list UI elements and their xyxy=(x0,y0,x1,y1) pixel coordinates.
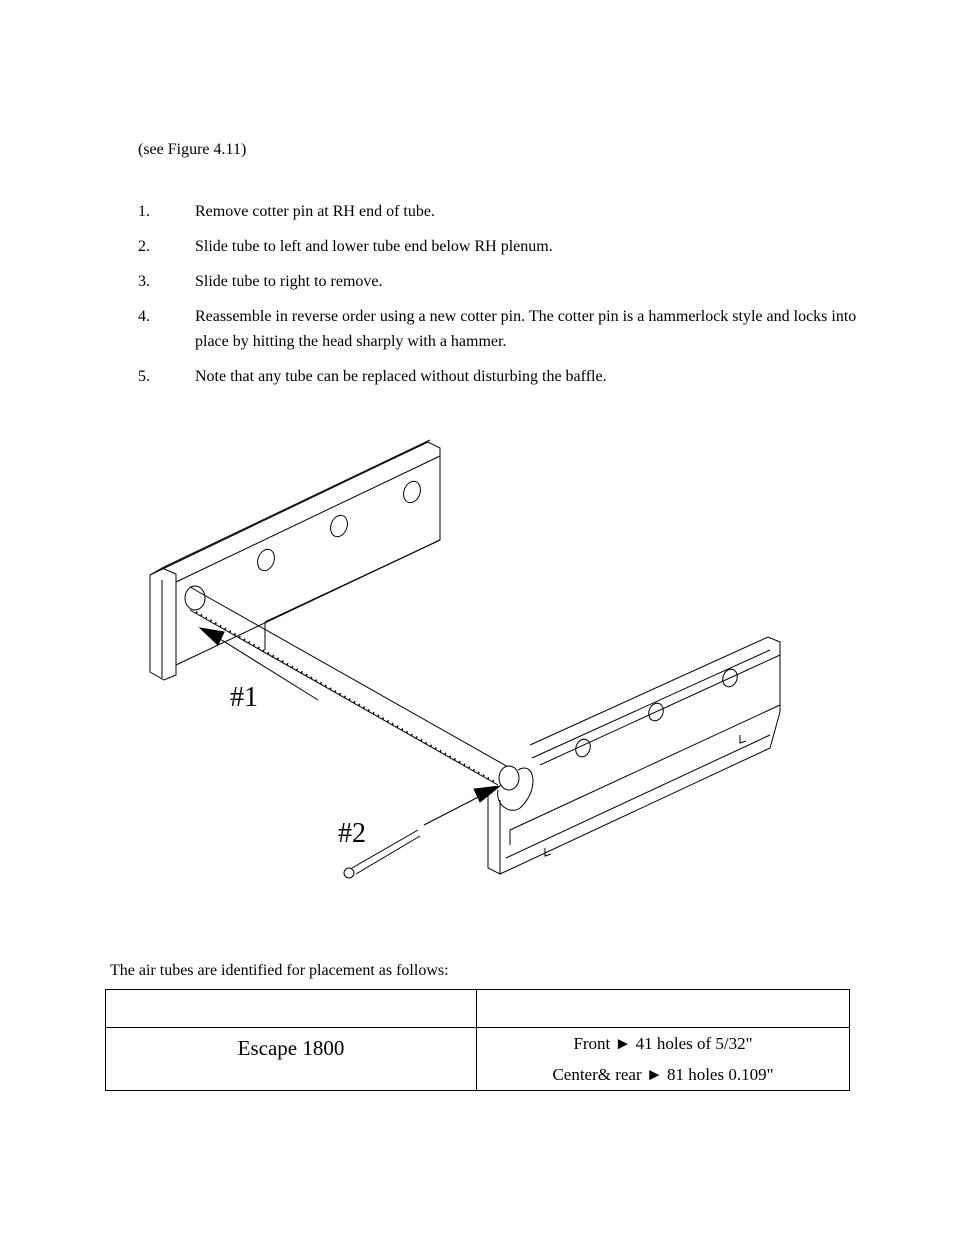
step-text: Reassemble in reverse order using a new cotter pin. The cotter pin is a hammerlock style and locks into place by hitting the head sharply with a hammer. xyxy=(195,308,857,350)
model-cell: Escape 1800 xyxy=(106,1028,477,1091)
header-cell xyxy=(477,990,850,1028)
step-number: 5. xyxy=(138,368,150,385)
label-1: #1 xyxy=(230,682,258,713)
right-plenum xyxy=(488,637,780,874)
instruction-steps xyxy=(138,199,858,399)
header-cell xyxy=(106,990,477,1028)
step-text: Remove cotter pin at RH end of tube. xyxy=(195,203,435,220)
table-row xyxy=(106,1028,850,1091)
holes-cell xyxy=(477,1028,850,1091)
front-holes: Front ► 41 holes of 5/32" xyxy=(573,1034,753,1053)
step-text: Note that any tube can be replaced without disturbing the baffle. xyxy=(195,368,607,385)
air-tube-table xyxy=(105,989,850,1091)
arrow-2 xyxy=(424,786,500,825)
label-2: #2 xyxy=(338,818,366,849)
table-intro: The air tubes are identified for placement as follows: xyxy=(110,962,449,979)
arrow-1 xyxy=(200,628,318,700)
center-rear-holes: Center& rear ► 81 holes 0.109" xyxy=(552,1065,774,1084)
step-1 xyxy=(138,199,858,224)
step-number: 3. xyxy=(138,273,150,290)
step-5 xyxy=(138,364,858,389)
step-4 xyxy=(138,304,858,354)
step-number: 1. xyxy=(138,203,150,220)
table-header-row xyxy=(106,990,850,1028)
step-text: Slide tube to right to remove. xyxy=(195,273,383,290)
figure-reference: (see Figure 4.11) xyxy=(138,141,247,158)
step-text: Slide tube to left and lower tube end below RH plenum. xyxy=(195,238,553,255)
step-number: 4. xyxy=(138,308,150,325)
left-plenum xyxy=(150,440,440,680)
step-3 xyxy=(138,269,858,294)
step-2 xyxy=(138,234,858,259)
step-number: 2. xyxy=(138,238,150,255)
air-tube-diagram xyxy=(100,430,840,900)
